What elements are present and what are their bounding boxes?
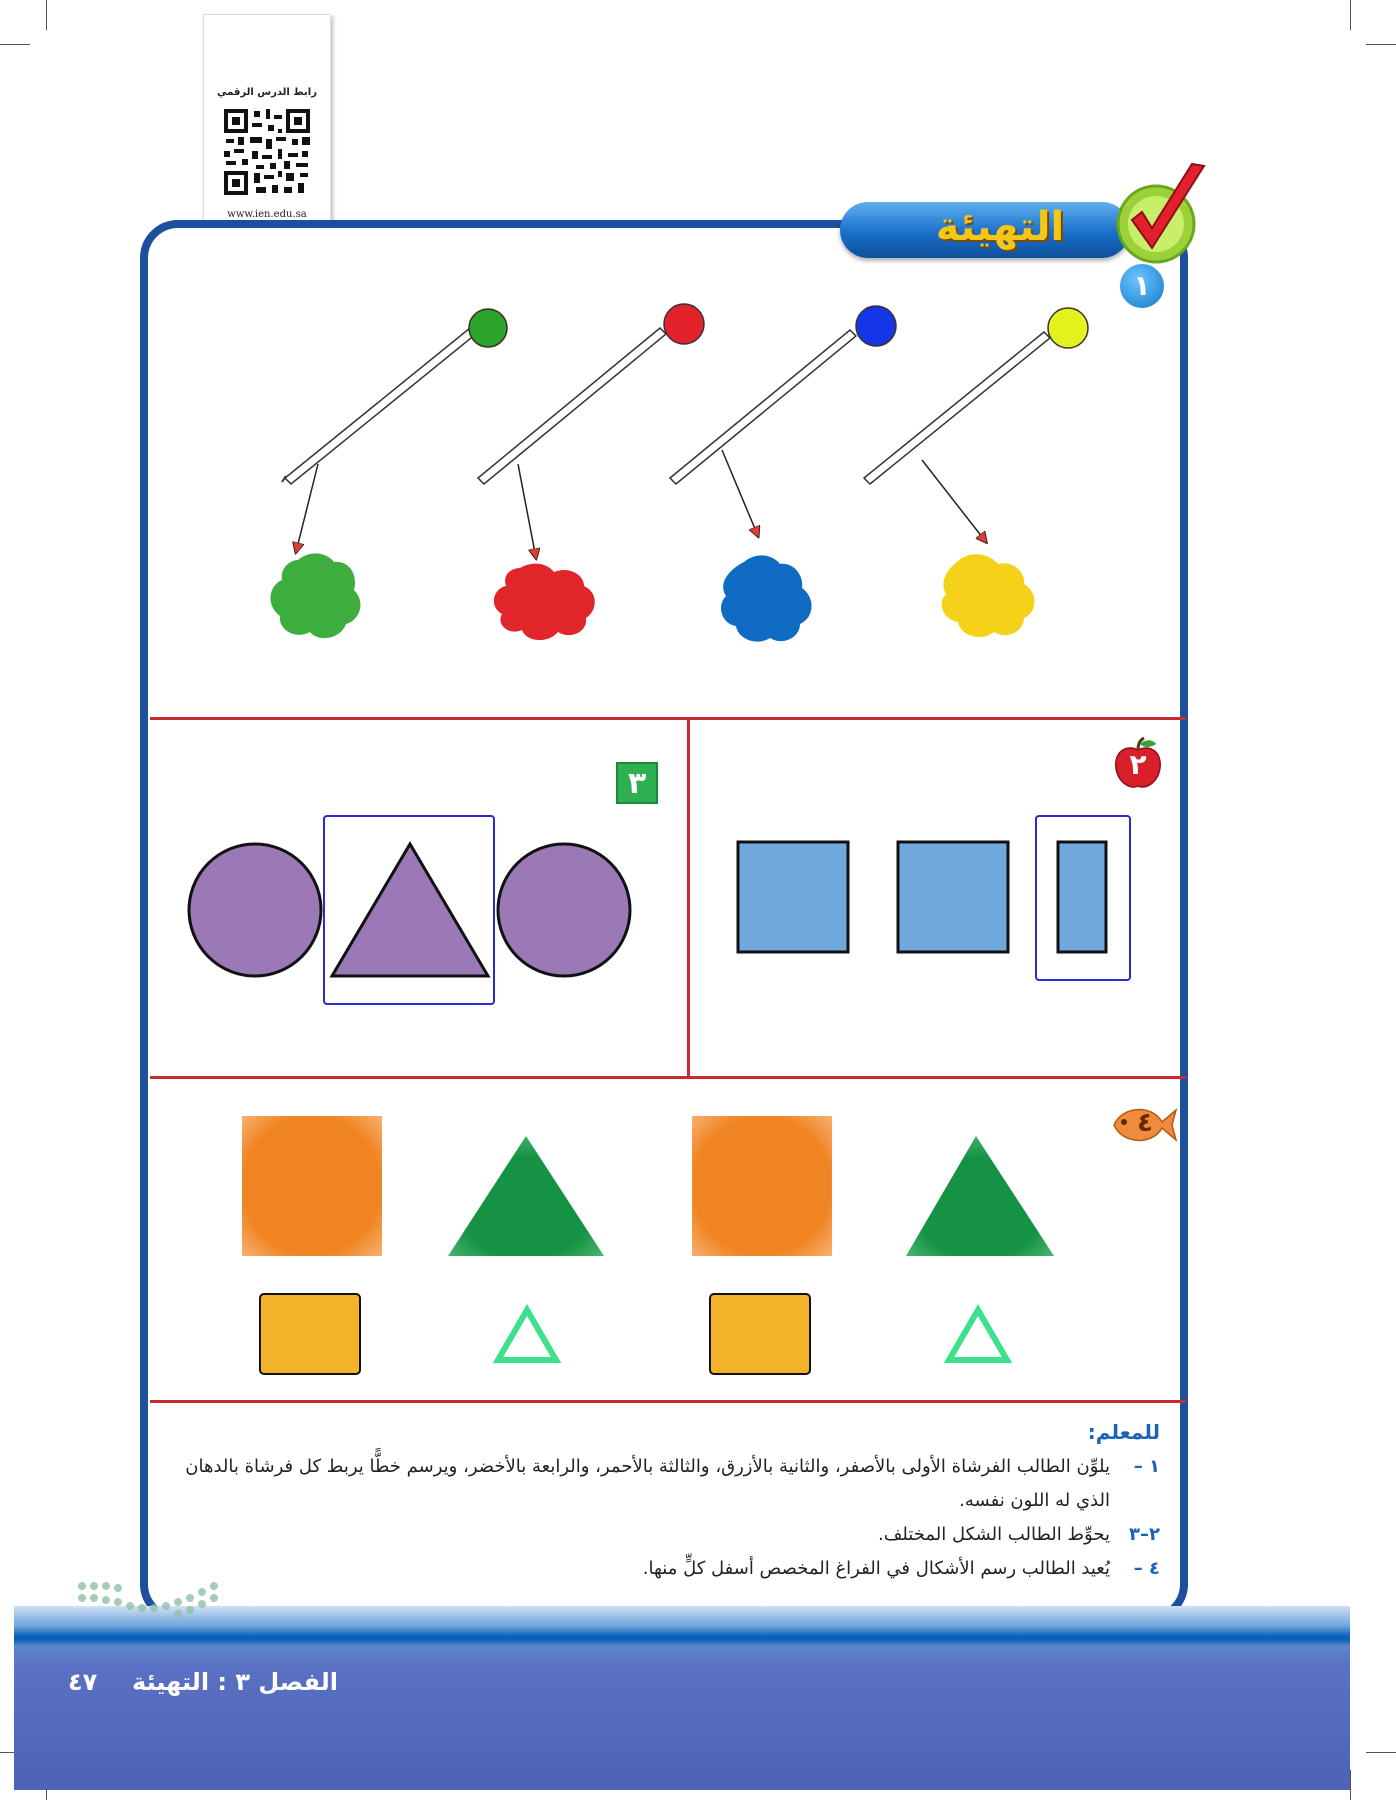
exercise-badge-2: ٢: [1129, 748, 1147, 781]
divider-2: [150, 1076, 1186, 1079]
triangle-shape-odd[interactable]: [332, 844, 488, 976]
note-text: يحوِّط الطالب الشكل المختلف.: [877, 1524, 1110, 1545]
copy-square[interactable]: [260, 1294, 360, 1374]
note-text: يلوِّن الطالب الفرشاة الأولى بالأصفر، والثانية بالأزرق، والثالثة بالأحمر، والرابعة بالأخضر، ويرسم خطًّا يربط كل فرشاة بالدهان الذي له اللون نفسه.: [185, 1456, 1110, 1511]
qr-card: [203, 14, 331, 228]
brush-exercise: [150, 280, 1190, 680]
qr-caption: رابط الدرس الرقمي: [217, 87, 317, 98]
brush-3[interactable]: [670, 306, 896, 484]
qr-code[interactable]: [222, 107, 312, 197]
page-title: التهيئة: [935, 204, 1065, 250]
copy-square[interactable]: [710, 1294, 810, 1374]
notes-title: للمعلم:: [1087, 1420, 1160, 1444]
circle-shape[interactable]: [498, 844, 630, 976]
note-item: [160, 1450, 1160, 1518]
qr-url[interactable]: www.ien.edu.sa: [227, 209, 307, 220]
arrow-2: [518, 464, 536, 558]
arrow-3: [722, 450, 758, 536]
arrow-4: [922, 460, 986, 542]
crop-mark: [1350, 0, 1351, 30]
orange-square: [692, 1116, 832, 1256]
circle-shape[interactable]: [189, 844, 321, 976]
footer-chapter: [68, 1668, 338, 1696]
shapes-exercise-2: [720, 800, 1160, 1000]
paint-yellow[interactable]: [942, 554, 1035, 637]
page-number: ٤٧: [68, 1668, 98, 1696]
chapter-label: الفصل ٣ : التهيئة: [132, 1668, 338, 1696]
green-triangle: [906, 1136, 1054, 1256]
square-shape[interactable]: [898, 842, 1008, 952]
paint-red[interactable]: [494, 564, 595, 640]
exercise-badge-4: ٤: [1137, 1108, 1153, 1138]
green-triangle: [448, 1136, 604, 1256]
teacher-notes: [160, 1420, 1160, 1586]
shapes-exercise-3: [180, 800, 650, 1020]
note-number: ٢–٣: [1129, 1524, 1160, 1545]
checkmark-icon: [1108, 160, 1218, 270]
note-number: ٤ –: [1133, 1558, 1160, 1579]
divider-3: [150, 1400, 1186, 1403]
ministry-logo: [74, 1578, 254, 1638]
divider-1: [150, 717, 1186, 720]
brush-1[interactable]: [282, 309, 507, 484]
exercise-badge-1: ١: [1118, 262, 1166, 310]
crop-mark: [46, 0, 47, 30]
copy-triangle[interactable]: [949, 1310, 1007, 1360]
square-shape[interactable]: [738, 842, 848, 952]
crop-mark: [0, 44, 30, 45]
paint-blue[interactable]: [721, 555, 812, 641]
note-item: [160, 1552, 1160, 1586]
exercise-badge-3: ٣: [616, 762, 658, 804]
note-number: ١ –: [1133, 1456, 1160, 1477]
note-item: [160, 1518, 1160, 1552]
brush-4[interactable]: [864, 308, 1088, 484]
crop-mark: [1366, 44, 1396, 45]
brush-2[interactable]: [478, 304, 704, 484]
copy-triangle[interactable]: [498, 1310, 556, 1360]
note-text: يُعيد الطالب رسم الأشكال في الفراغ المخصص أسفل كلٍّ منها.: [642, 1558, 1110, 1579]
divider-vertical: [687, 717, 690, 1076]
crop-mark: [1366, 1752, 1396, 1753]
shapes-exercise-4: [230, 1110, 1070, 1390]
rectangle-shape-odd[interactable]: [1058, 842, 1106, 952]
crop-mark: [1350, 1770, 1351, 1800]
orange-square: [242, 1116, 382, 1256]
paint-green[interactable]: [270, 553, 360, 638]
